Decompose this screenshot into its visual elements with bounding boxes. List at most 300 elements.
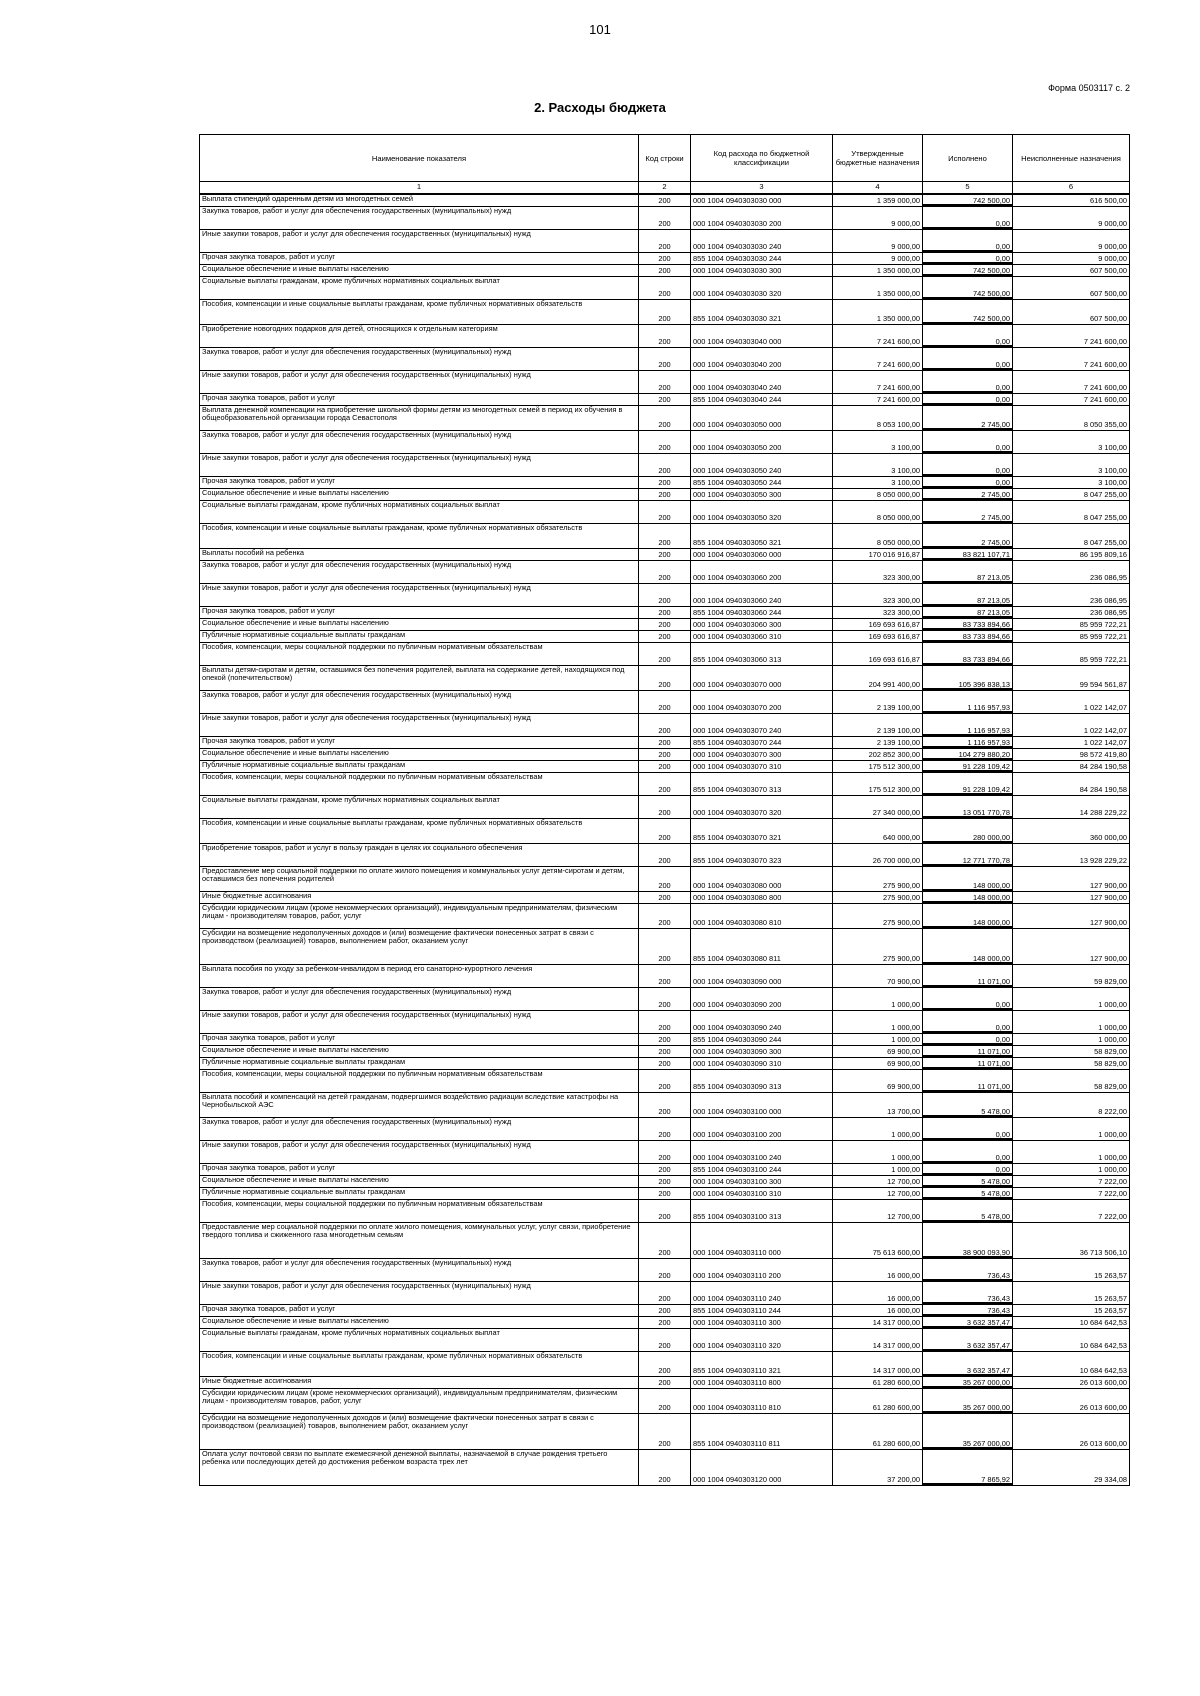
row-approved: 640 000,00 (833, 818, 923, 843)
row-approved: 16 000,00 (833, 1281, 923, 1304)
table-row (200, 1281, 1130, 1304)
row-code: 200 (639, 1351, 691, 1376)
row-classification: 855 1004 0940303070 244 (691, 736, 833, 748)
table-row (200, 488, 1130, 500)
row-classification: 000 1004 0940303040 240 (691, 370, 833, 393)
row-code: 200 (639, 1010, 691, 1033)
row-unexecuted: 8 047 255,00 (1013, 500, 1130, 523)
column-number: 3 (691, 182, 833, 195)
row-code: 200 (639, 1388, 691, 1413)
row-approved: 275 900,00 (833, 903, 923, 928)
table-row (200, 713, 1130, 736)
row-unexecuted: 127 900,00 (1013, 866, 1130, 891)
header-executed: Исполнено (923, 135, 1013, 182)
row-approved: 1 350 000,00 (833, 264, 923, 276)
row-classification: 000 1004 0940303110 300 (691, 1316, 833, 1328)
row-unexecuted: 3 100,00 (1013, 453, 1130, 476)
table-row (200, 1304, 1130, 1316)
row-approved: 2 139 100,00 (833, 713, 923, 736)
table-row (200, 276, 1130, 299)
row-unexecuted: 127 900,00 (1013, 928, 1130, 964)
row-unexecuted: 1 000,00 (1013, 1163, 1130, 1175)
row-executed: 87 213,05 (923, 560, 1013, 583)
row-name: Социальное обеспечение и иные выплаты населению (200, 264, 639, 276)
row-approved: 1 000,00 (833, 987, 923, 1010)
row-approved: 7 241 600,00 (833, 324, 923, 347)
row-code: 200 (639, 252, 691, 264)
row-classification: 000 1004 0940303100 200 (691, 1117, 833, 1140)
row-name: Закупка товаров, работ и услуг для обеспечения государственных (муниципальных) нужд (200, 560, 639, 583)
row-name: Субсидии на возмещение недополученных доходов и (или) возмещение фактически понесенных затрат в связи с производством (реализацией) товаров, выполнением работ, оказанием услуг (200, 1413, 639, 1449)
row-executed: 83 733 894,66 (923, 642, 1013, 665)
table-row (200, 430, 1130, 453)
header-code: Код строки (639, 135, 691, 182)
row-name: Прочая закупка товаров, работ и услуг (200, 606, 639, 618)
row-name: Закупка товаров, работ и услуг для обеспечения государственных (муниципальных) нужд (200, 1117, 639, 1140)
row-name: Иные бюджетные ассигнования (200, 891, 639, 903)
row-approved: 13 700,00 (833, 1092, 923, 1117)
row-name: Прочая закупка товаров, работ и услуг (200, 393, 639, 405)
row-unexecuted: 7 222,00 (1013, 1175, 1130, 1187)
row-approved: 70 900,00 (833, 964, 923, 987)
row-approved: 7 241 600,00 (833, 393, 923, 405)
row-executed: 91 228 109,42 (923, 772, 1013, 795)
column-number-row (200, 182, 1130, 195)
row-name: Иные закупки товаров, работ и услуг для обеспечения государственных (муниципальных) нужд (200, 583, 639, 606)
row-unexecuted: 85 959 722,21 (1013, 618, 1130, 630)
row-executed: 2 745,00 (923, 500, 1013, 523)
row-executed: 0,00 (923, 370, 1013, 393)
row-code: 200 (639, 1092, 691, 1117)
row-approved: 1 000,00 (833, 1140, 923, 1163)
row-unexecuted: 10 684 642,53 (1013, 1328, 1130, 1351)
row-classification: 000 1004 0940303090 300 (691, 1045, 833, 1057)
row-name: Закупка товаров, работ и услуг для обеспечения государственных (муниципальных) нужд (200, 690, 639, 713)
row-approved: 69 900,00 (833, 1057, 923, 1069)
row-code: 200 (639, 1069, 691, 1092)
row-classification: 855 1004 0940303070 313 (691, 772, 833, 795)
row-code: 200 (639, 713, 691, 736)
row-executed: 105 396 838,13 (923, 665, 1013, 690)
row-unexecuted: 84 284 190,58 (1013, 760, 1130, 772)
row-name: Социальное обеспечение и иные выплаты населению (200, 748, 639, 760)
table-row (200, 1187, 1130, 1199)
column-number: 4 (833, 182, 923, 195)
table-row (200, 206, 1130, 229)
table-row (200, 1033, 1130, 1045)
row-code: 200 (639, 1187, 691, 1199)
row-code: 200 (639, 1175, 691, 1187)
table-row (200, 324, 1130, 347)
header-name: Наименование показателя (200, 135, 639, 182)
row-executed: 3 632 357,47 (923, 1316, 1013, 1328)
row-approved: 204 991 400,00 (833, 665, 923, 690)
header-unexecuted: Неисполненные назначения (1013, 135, 1130, 182)
row-name: Публичные нормативные социальные выплаты гражданам (200, 630, 639, 642)
row-approved: 69 900,00 (833, 1069, 923, 1092)
row-name: Публичные нормативные социальные выплаты гражданам (200, 1187, 639, 1199)
row-name: Выплаты детям-сиротам и детям, оставшимся без попечения родителей, выплата на содержание детей, находящихся под опекой (попечительством) (200, 665, 639, 690)
column-number: 5 (923, 182, 1013, 195)
row-classification: 000 1004 0940303060 310 (691, 630, 833, 642)
table-row (200, 1316, 1130, 1328)
table-row (200, 453, 1130, 476)
row-code: 200 (639, 299, 691, 324)
page-title: 2. Расходы бюджета (534, 100, 666, 115)
row-executed: 35 267 000,00 (923, 1413, 1013, 1449)
row-unexecuted: 7 241 600,00 (1013, 347, 1130, 370)
table-row (200, 405, 1130, 430)
row-approved: 12 700,00 (833, 1199, 923, 1222)
row-classification: 000 1004 0940303030 000 (691, 194, 833, 206)
row-executed: 11 071,00 (923, 1045, 1013, 1057)
row-unexecuted: 9 000,00 (1013, 206, 1130, 229)
row-name: Закупка товаров, работ и услуг для обеспечения государственных (муниципальных) нужд (200, 206, 639, 229)
row-approved: 8 050 000,00 (833, 488, 923, 500)
row-name: Прочая закупка товаров, работ и услуг (200, 1163, 639, 1175)
row-unexecuted: 3 100,00 (1013, 430, 1130, 453)
row-classification: 855 1004 0940303070 321 (691, 818, 833, 843)
row-approved: 8 050 000,00 (833, 523, 923, 548)
row-classification: 000 1004 0940303070 240 (691, 713, 833, 736)
row-name: Прочая закупка товаров, работ и услуг (200, 476, 639, 488)
row-code: 200 (639, 964, 691, 987)
row-approved: 9 000,00 (833, 206, 923, 229)
table-row (200, 1045, 1130, 1057)
row-code: 200 (639, 1304, 691, 1316)
row-executed: 0,00 (923, 1010, 1013, 1033)
row-approved: 323 300,00 (833, 606, 923, 618)
row-name: Социальные выплаты гражданам, кроме публичных нормативных социальных выплат (200, 276, 639, 299)
row-classification: 000 1004 0940303040 000 (691, 324, 833, 347)
row-unexecuted: 85 959 722,21 (1013, 642, 1130, 665)
row-code: 200 (639, 1222, 691, 1258)
row-code: 200 (639, 1281, 691, 1304)
row-code: 200 (639, 347, 691, 370)
page-number: 101 (589, 22, 611, 37)
row-name: Социальное обеспечение и иные выплаты населению (200, 618, 639, 630)
row-unexecuted: 84 284 190,58 (1013, 772, 1130, 795)
row-classification: 855 1004 0940303090 244 (691, 1033, 833, 1045)
row-name: Социальное обеспечение и иные выплаты населению (200, 488, 639, 500)
row-code: 200 (639, 903, 691, 928)
row-unexecuted: 1 022 142,07 (1013, 713, 1130, 736)
row-approved: 169 693 616,87 (833, 630, 923, 642)
row-unexecuted: 616 500,00 (1013, 194, 1130, 206)
row-code: 200 (639, 760, 691, 772)
table-row (200, 194, 1130, 206)
row-unexecuted: 29 334,08 (1013, 1449, 1130, 1485)
row-code: 200 (639, 194, 691, 206)
header-classification: Код расхода по бюджетной классификации (691, 135, 833, 182)
row-unexecuted: 1 022 142,07 (1013, 736, 1130, 748)
row-classification: 000 1004 0940303050 000 (691, 405, 833, 430)
row-code: 200 (639, 324, 691, 347)
row-code: 200 (639, 206, 691, 229)
row-code: 200 (639, 866, 691, 891)
row-approved: 323 300,00 (833, 560, 923, 583)
row-executed: 87 213,05 (923, 606, 1013, 618)
row-name: Закупка товаров, работ и услуг для обеспечения государственных (муниципальных) нужд (200, 987, 639, 1010)
table-row (200, 690, 1130, 713)
table-row (200, 736, 1130, 748)
row-executed: 742 500,00 (923, 299, 1013, 324)
row-code: 200 (639, 642, 691, 665)
table-row (200, 665, 1130, 690)
table-row (200, 1351, 1130, 1376)
row-code: 200 (639, 500, 691, 523)
table-row (200, 891, 1130, 903)
row-unexecuted: 127 900,00 (1013, 891, 1130, 903)
row-executed: 736,43 (923, 1304, 1013, 1316)
row-unexecuted: 59 829,00 (1013, 964, 1130, 987)
row-approved: 3 100,00 (833, 430, 923, 453)
table-row (200, 1175, 1130, 1187)
row-code: 200 (639, 1376, 691, 1388)
row-classification: 000 1004 0940303110 800 (691, 1376, 833, 1388)
row-approved: 202 852 300,00 (833, 748, 923, 760)
row-name: Субсидии юридическим лицам (кроме некоммерческих организаций), индивидуальным предпринимателям, физическим лицам - производителям товаров, работ, услуг (200, 1388, 639, 1413)
row-approved: 275 900,00 (833, 866, 923, 891)
row-approved: 9 000,00 (833, 229, 923, 252)
row-unexecuted: 10 684 642,53 (1013, 1316, 1130, 1328)
row-code: 200 (639, 583, 691, 606)
row-classification: 000 1004 0940303030 320 (691, 276, 833, 299)
table-row (200, 866, 1130, 891)
row-classification: 855 1004 0940303050 244 (691, 476, 833, 488)
row-approved: 2 139 100,00 (833, 690, 923, 713)
row-code: 200 (639, 276, 691, 299)
row-name: Оплата услуг почтовой связи по выплате ежемесячной денежной выплаты, назначаемой в случае рождения третьего ребенка или последующих детей до достижения ребенком возраста трех лет (200, 1449, 639, 1485)
row-classification: 855 1004 0940303100 313 (691, 1199, 833, 1222)
row-approved: 323 300,00 (833, 583, 923, 606)
row-executed: 0,00 (923, 476, 1013, 488)
row-name: Прочая закупка товаров, работ и услуг (200, 736, 639, 748)
row-executed: 0,00 (923, 324, 1013, 347)
row-code: 200 (639, 1045, 691, 1057)
row-name: Выплата стипендий одаренным детям из многодетных семей (200, 194, 639, 206)
row-name: Пособия, компенсации, меры социальной поддержки по публичным нормативным обязательствам (200, 1199, 639, 1222)
table-row (200, 393, 1130, 405)
row-name: Пособия, компенсации, меры социальной поддержки по публичным нормативным обязательствам (200, 642, 639, 665)
table-row (200, 1449, 1130, 1485)
row-executed: 0,00 (923, 393, 1013, 405)
table-row (200, 748, 1130, 760)
row-unexecuted: 58 829,00 (1013, 1045, 1130, 1057)
row-name: Закупка товаров, работ и услуг для обеспечения государственных (муниципальных) нужд (200, 1258, 639, 1281)
row-name: Выплата пособия по уходу за ребенком-инвалидом в период его санаторно-курортного лечения (200, 964, 639, 987)
row-approved: 14 317 000,00 (833, 1351, 923, 1376)
row-unexecuted: 26 013 600,00 (1013, 1376, 1130, 1388)
row-unexecuted: 10 684 642,53 (1013, 1351, 1130, 1376)
row-classification: 000 1004 0940303060 200 (691, 560, 833, 583)
row-executed: 83 821 107,71 (923, 548, 1013, 560)
row-code: 200 (639, 606, 691, 618)
row-approved: 169 693 616,87 (833, 618, 923, 630)
row-code: 200 (639, 405, 691, 430)
row-code: 200 (639, 1413, 691, 1449)
row-classification: 000 1004 0940303030 200 (691, 206, 833, 229)
row-name: Иные закупки товаров, работ и услуг для обеспечения государственных (муниципальных) нужд (200, 370, 639, 393)
row-name: Приобретение новогодних подарков для детей, относящихся к отдельным категориям (200, 324, 639, 347)
row-name: Прочая закупка товаров, работ и услуг (200, 1304, 639, 1316)
row-code: 200 (639, 1449, 691, 1485)
row-classification: 855 1004 0940303110 244 (691, 1304, 833, 1316)
row-code: 200 (639, 1163, 691, 1175)
row-name: Публичные нормативные социальные выплаты гражданам (200, 760, 639, 772)
row-unexecuted: 36 713 506,10 (1013, 1222, 1130, 1258)
row-classification: 855 1004 0940303030 244 (691, 252, 833, 264)
row-executed: 5 478,00 (923, 1199, 1013, 1222)
row-classification: 855 1004 0940303100 244 (691, 1163, 833, 1175)
table-row (200, 818, 1130, 843)
row-name: Предоставление мер социальной поддержки по оплате жилого помещения и коммунальных услуг детям-сиротам и детям, оставшимся без попечения родителей (200, 866, 639, 891)
row-approved: 1 000,00 (833, 1033, 923, 1045)
row-code: 200 (639, 818, 691, 843)
row-name: Выплата денежной компенсации на приобретение школьной формы детям из многодетных семей в период их обучения в общеобразовательной организации города Севастополя (200, 405, 639, 430)
row-code: 200 (639, 1033, 691, 1045)
row-code: 200 (639, 453, 691, 476)
row-classification: 855 1004 0940303080 811 (691, 928, 833, 964)
row-executed: 91 228 109,42 (923, 760, 1013, 772)
row-classification: 000 1004 0940303050 300 (691, 488, 833, 500)
row-unexecuted: 99 594 561,87 (1013, 665, 1130, 690)
row-unexecuted: 236 086,95 (1013, 560, 1130, 583)
table-row (200, 1258, 1130, 1281)
table-row (200, 795, 1130, 818)
row-classification: 000 1004 0940303100 000 (691, 1092, 833, 1117)
row-name: Социальное обеспечение и иные выплаты населению (200, 1316, 639, 1328)
row-classification: 000 1004 0940303080 810 (691, 903, 833, 928)
row-unexecuted: 9 000,00 (1013, 229, 1130, 252)
table-row (200, 548, 1130, 560)
header-approved: Утвержденные бюджетные назначения (833, 135, 923, 182)
row-name: Закупка товаров, работ и услуг для обеспечения государственных (муниципальных) нужд (200, 430, 639, 453)
row-classification: 000 1004 0940303090 000 (691, 964, 833, 987)
row-approved: 175 512 300,00 (833, 772, 923, 795)
row-executed: 11 071,00 (923, 1069, 1013, 1092)
row-executed: 148 000,00 (923, 928, 1013, 964)
row-unexecuted: 1 000,00 (1013, 987, 1130, 1010)
row-classification: 855 1004 0940303050 321 (691, 523, 833, 548)
row-code: 200 (639, 891, 691, 903)
row-classification: 000 1004 0940303110 200 (691, 1258, 833, 1281)
row-code: 200 (639, 476, 691, 488)
row-unexecuted: 8 047 255,00 (1013, 523, 1130, 548)
row-name: Иные закупки товаров, работ и услуг для обеспечения государственных (муниципальных) нужд (200, 1140, 639, 1163)
row-executed: 0,00 (923, 1140, 1013, 1163)
row-unexecuted: 7 241 600,00 (1013, 370, 1130, 393)
row-unexecuted: 15 263,57 (1013, 1281, 1130, 1304)
row-classification: 855 1004 0940303070 323 (691, 843, 833, 866)
table-row (200, 1140, 1130, 1163)
table-row (200, 760, 1130, 772)
column-number: 2 (639, 182, 691, 195)
row-classification: 000 1004 0940303090 310 (691, 1057, 833, 1069)
row-classification: 000 1004 0940303090 240 (691, 1010, 833, 1033)
row-unexecuted: 3 100,00 (1013, 476, 1130, 488)
table-row (200, 560, 1130, 583)
row-executed: 104 279 880,20 (923, 748, 1013, 760)
row-classification: 000 1004 0940303070 320 (691, 795, 833, 818)
row-name: Субсидии юридическим лицам (кроме некоммерческих организаций), индивидуальным предпринимателям, физическим лицам - производителям товаров, работ, услуг (200, 903, 639, 928)
row-code: 200 (639, 523, 691, 548)
table-row (200, 1117, 1130, 1140)
row-executed: 736,43 (923, 1281, 1013, 1304)
table-body (200, 194, 1130, 1485)
row-classification: 000 1004 0940303050 200 (691, 430, 833, 453)
row-approved: 8 050 000,00 (833, 500, 923, 523)
table-row (200, 1222, 1130, 1258)
row-classification: 855 1004 0940303110 811 (691, 1413, 833, 1449)
row-code: 200 (639, 548, 691, 560)
row-approved: 75 613 600,00 (833, 1222, 923, 1258)
row-unexecuted: 7 222,00 (1013, 1187, 1130, 1199)
row-classification: 000 1004 0940303100 240 (691, 1140, 833, 1163)
row-classification: 000 1004 0940303100 300 (691, 1175, 833, 1187)
form-code: Форма 0503117 с. 2 (1048, 83, 1130, 93)
row-code: 200 (639, 928, 691, 964)
row-name: Приобретение товаров, работ и услуг в пользу граждан в целях их социального обеспечения (200, 843, 639, 866)
row-name: Предоставление мер социальной поддержки по оплате жилого помещения, коммунальных услуг, услуг связи, приобретение твердого топлива и сжиженного газа многодетным семьям (200, 1222, 639, 1258)
row-executed: 3 632 357,47 (923, 1351, 1013, 1376)
row-code: 200 (639, 772, 691, 795)
row-executed: 0,00 (923, 1117, 1013, 1140)
row-approved: 12 700,00 (833, 1175, 923, 1187)
row-approved: 1 350 000,00 (833, 276, 923, 299)
row-classification: 000 1004 0940303060 000 (691, 548, 833, 560)
row-classification: 000 1004 0940303110 810 (691, 1388, 833, 1413)
row-executed: 742 500,00 (923, 264, 1013, 276)
row-classification: 000 1004 0940303050 240 (691, 453, 833, 476)
row-name: Пособия, компенсации и иные социальные выплаты гражданам, кроме публичных нормативных обязательств (200, 299, 639, 324)
table-row (200, 523, 1130, 548)
row-classification: 000 1004 0940303030 300 (691, 264, 833, 276)
row-approved: 26 700 000,00 (833, 843, 923, 866)
row-classification: 000 1004 0940303110 240 (691, 1281, 833, 1304)
row-executed: 736,43 (923, 1258, 1013, 1281)
row-executed: 83 733 894,66 (923, 618, 1013, 630)
row-approved: 16 000,00 (833, 1304, 923, 1316)
row-name: Социальные выплаты гражданам, кроме публичных нормативных социальных выплат (200, 500, 639, 523)
row-classification: 855 1004 0940303030 321 (691, 299, 833, 324)
row-executed: 1 116 957,93 (923, 690, 1013, 713)
table-row (200, 476, 1130, 488)
row-code: 200 (639, 665, 691, 690)
table-row (200, 347, 1130, 370)
row-classification: 000 1004 0940303120 000 (691, 1449, 833, 1485)
row-unexecuted: 8 050 355,00 (1013, 405, 1130, 430)
row-executed: 148 000,00 (923, 903, 1013, 928)
table-row (200, 642, 1130, 665)
row-code: 200 (639, 736, 691, 748)
row-unexecuted: 1 000,00 (1013, 1117, 1130, 1140)
row-executed: 3 632 357,47 (923, 1328, 1013, 1351)
row-name: Иные закупки товаров, работ и услуг для обеспечения государственных (муниципальных) нужд (200, 1010, 639, 1033)
row-unexecuted: 1 022 142,07 (1013, 690, 1130, 713)
row-approved: 14 317 000,00 (833, 1316, 923, 1328)
row-code: 200 (639, 264, 691, 276)
column-number: 1 (200, 182, 639, 195)
row-name: Пособия, компенсации и иные социальные выплаты гражданам, кроме публичных нормативных обязательств (200, 1351, 639, 1376)
row-unexecuted: 14 288 229,22 (1013, 795, 1130, 818)
table-row (200, 772, 1130, 795)
row-classification: 000 1004 0940303080 000 (691, 866, 833, 891)
row-classification: 000 1004 0940303070 300 (691, 748, 833, 760)
row-classification: 000 1004 0940303040 200 (691, 347, 833, 370)
row-unexecuted: 58 829,00 (1013, 1069, 1130, 1092)
row-code: 200 (639, 748, 691, 760)
